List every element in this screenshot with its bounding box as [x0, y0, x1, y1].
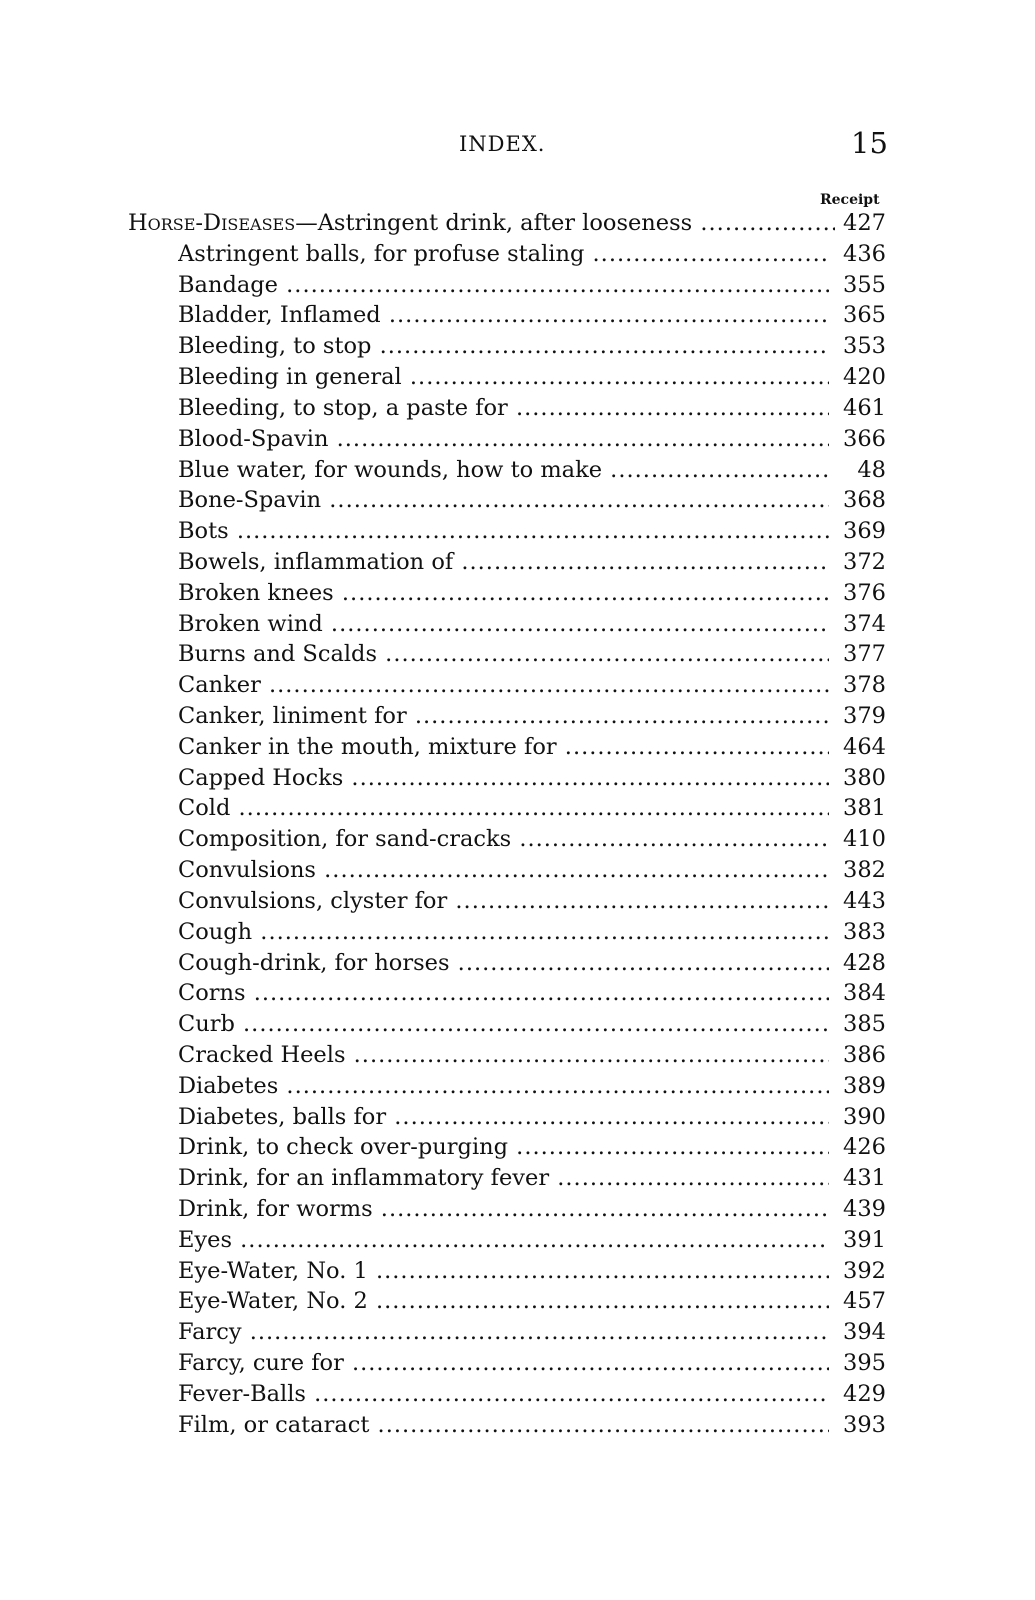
receipt-number: 394	[843, 1319, 886, 1346]
receipt-number: 365	[843, 302, 886, 329]
index-entry	[0, 886, 1035, 917]
receipt-number: 390	[843, 1103, 886, 1130]
index-entry-text	[128, 208, 835, 238]
index-entry-text	[178, 300, 829, 330]
receipt-number: 426	[843, 1134, 886, 1161]
index-entry	[0, 239, 1035, 270]
index-entry-label: Composition, for sand-cracks	[178, 826, 512, 853]
index-entry-label: Bots	[178, 518, 229, 545]
index-entry-label: Film, or cataract	[178, 1411, 370, 1438]
index-entry	[0, 1009, 1035, 1040]
index-entry-text	[178, 793, 829, 823]
index-entry-text	[178, 978, 829, 1008]
index-entry	[0, 732, 1035, 763]
index-entry-text	[178, 763, 829, 793]
receipt-number: 378	[843, 672, 886, 699]
receipt-number: 391	[843, 1226, 886, 1253]
index-entry-label: Bleeding in general	[178, 364, 402, 391]
index-entry	[0, 578, 1035, 609]
index-entry	[0, 485, 1035, 516]
receipt-number: 383	[843, 918, 886, 945]
index-entry	[0, 1194, 1035, 1225]
index-entry-label: Diabetes, balls for	[178, 1103, 387, 1130]
receipt-number: 381	[843, 795, 886, 822]
receipt-number: 443	[843, 887, 886, 914]
index-entry-text	[178, 1225, 829, 1255]
index-entry	[0, 424, 1035, 455]
index-entry-text	[178, 331, 829, 361]
index-entry	[0, 978, 1035, 1009]
index-entry-text	[178, 701, 829, 731]
index-entry-label: Convulsions, clyster for	[178, 887, 448, 914]
index-entry	[0, 1040, 1035, 1071]
index-entry-text	[178, 917, 829, 947]
index-entry	[0, 670, 1035, 701]
index-entry	[0, 393, 1035, 424]
index-entry-text	[178, 1286, 829, 1316]
index-entry	[0, 1379, 1035, 1410]
receipt-column-header: Receipt	[820, 192, 880, 208]
index-entry-label: Bandage	[178, 271, 278, 298]
index-entry-label: Bleeding, to stop, a paste for	[178, 394, 508, 421]
index-entry-text	[178, 886, 829, 916]
index-entry-label: Bone-Spavin	[178, 487, 322, 514]
index-entry	[0, 208, 1035, 239]
running-title: INDEX.	[459, 132, 546, 156]
index-entry-text	[178, 455, 829, 485]
receipt-number: 428	[843, 949, 886, 976]
index-entry-label: Bladder, Inflamed	[178, 302, 381, 329]
index-entry-label: Farcy	[178, 1319, 242, 1346]
index-entry	[0, 824, 1035, 855]
index-entry-label: Burns and Scalds	[178, 641, 378, 668]
index-entry-text	[178, 1194, 829, 1224]
index-entry	[0, 609, 1035, 640]
index-entry-text	[178, 393, 829, 423]
receipt-number: 386	[843, 1041, 886, 1068]
receipt-number: 355	[843, 271, 886, 298]
index-entry-label: Diabetes	[178, 1072, 279, 1099]
index-entry-text	[178, 824, 829, 854]
index-entry-label: Canker, liniment for	[178, 703, 407, 729]
index-entry-label: Bleeding, to stop	[178, 333, 372, 360]
category-dash: —	[295, 210, 318, 236]
index-entry-text	[178, 1040, 829, 1070]
receipt-number: 427	[843, 210, 886, 236]
index-entry-label: Cough	[178, 918, 253, 945]
receipt-number: 384	[843, 980, 886, 1007]
index-entry	[0, 1256, 1035, 1287]
index-entry	[0, 1286, 1035, 1317]
index-entry-text	[178, 1348, 829, 1378]
index-entry-label: Astringent balls, for profuse staling	[178, 240, 585, 267]
index-entry-text	[178, 1163, 829, 1193]
index-entry-label: Curb	[178, 1011, 235, 1038]
index-entry-list	[0, 208, 1035, 1441]
index-entry-text	[178, 1256, 829, 1286]
receipt-number: 464	[843, 733, 886, 760]
receipt-number: 48	[857, 456, 886, 483]
receipt-number: 385	[843, 1011, 886, 1038]
receipt-number: 431	[843, 1165, 886, 1192]
index-entry-text	[178, 1317, 829, 1347]
index-entry	[0, 1132, 1035, 1163]
index-entry-text	[178, 609, 829, 639]
index-entry	[0, 300, 1035, 331]
index-entry-text	[178, 424, 829, 454]
index-entry-text	[178, 732, 829, 762]
index-entry-text	[178, 1132, 829, 1162]
index-entry-label: Capped Hocks	[178, 764, 344, 791]
index-entry-text	[178, 362, 829, 392]
index-entry	[0, 948, 1035, 979]
index-entry	[0, 362, 1035, 393]
index-entry-text	[178, 1102, 829, 1132]
index-entry-label: Drink, for worms	[178, 1196, 373, 1222]
index-entry	[0, 1225, 1035, 1256]
index-entry-text	[178, 1009, 829, 1039]
receipt-number: 429	[843, 1380, 886, 1407]
receipt-number: 389	[843, 1072, 886, 1099]
index-entry	[0, 1348, 1035, 1379]
index-entry-label: Eye-Water, No. 1	[178, 1257, 368, 1284]
receipt-number: 377	[843, 641, 886, 668]
receipt-number: 420	[843, 364, 886, 391]
index-entry-label: Blood-Spavin	[178, 425, 329, 452]
index-entry-label: Broken knees	[178, 579, 334, 606]
receipt-number: 379	[843, 703, 886, 729]
receipt-number: 372	[843, 548, 886, 575]
index-entry-text	[178, 1410, 829, 1440]
receipt-number: 457	[843, 1288, 886, 1315]
receipt-number: 410	[843, 826, 886, 853]
index-entry-label: Canker	[178, 672, 261, 699]
page-number: 15	[851, 126, 888, 160]
receipt-number: 369	[843, 518, 886, 545]
receipt-number: 436	[843, 240, 886, 267]
index-entry-text	[178, 670, 829, 700]
index-entry-label: Cough-drink, for horses	[178, 949, 450, 976]
index-entry	[0, 763, 1035, 794]
receipt-number: 380	[843, 764, 886, 791]
index-entry-label: Fever-Balls	[178, 1380, 306, 1407]
receipt-number: 376	[843, 579, 886, 606]
index-entry-label: Drink, for an inflammatory fever	[178, 1165, 550, 1192]
index-entry-label: Farcy, cure for	[178, 1350, 344, 1377]
index-entry	[0, 1163, 1035, 1194]
index-entry-label: Astringent drink, after looseness	[317, 210, 693, 236]
index-entry	[0, 270, 1035, 301]
index-entry	[0, 1317, 1035, 1348]
receipt-number: 395	[843, 1350, 886, 1377]
index-entry-label: Drink, to check over-purging	[178, 1134, 509, 1161]
index-entry-label: Bowels, inflammation of	[178, 548, 454, 575]
index-entry	[0, 855, 1035, 886]
index-entry-label: Cold	[178, 795, 231, 822]
receipt-number: 392	[843, 1257, 886, 1284]
index-entry-text	[178, 270, 829, 300]
index-entry-text	[178, 948, 829, 978]
receipt-number: 368	[843, 487, 886, 514]
receipt-number: 439	[843, 1196, 886, 1222]
index-entry-label: Cracked Heels	[178, 1041, 346, 1068]
index-entry	[0, 331, 1035, 362]
index-entry-text	[178, 855, 829, 885]
index-entry-text	[178, 239, 829, 269]
index-entry	[0, 793, 1035, 824]
index-entry	[0, 701, 1035, 732]
index-entry	[0, 1071, 1035, 1102]
index-entry-label: Corns	[178, 980, 246, 1007]
index-entry-text	[178, 485, 829, 515]
receipt-number: 366	[843, 425, 886, 452]
index-entry-label: Canker in the mouth, mixture for	[178, 733, 557, 760]
index-entry-label: Convulsions	[178, 857, 316, 884]
index-entry-label: Eyes	[178, 1226, 232, 1253]
index-entry-text	[178, 547, 829, 577]
index-entry	[0, 1410, 1035, 1441]
receipt-number: 382	[843, 857, 886, 884]
index-entry	[0, 917, 1035, 948]
index-entry-label: Blue water, for wounds, how to make	[178, 456, 603, 483]
index-entry	[0, 639, 1035, 670]
index-entry-text	[178, 516, 829, 546]
receipt-number: 461	[843, 394, 886, 421]
receipt-number: 353	[843, 333, 886, 360]
receipt-number: 393	[843, 1411, 886, 1438]
index-entry-label: Broken wind	[178, 610, 323, 637]
index-entry	[0, 547, 1035, 578]
index-entry	[0, 455, 1035, 486]
receipt-number: 374	[843, 610, 886, 637]
index-entry-text	[178, 1071, 829, 1101]
index-entry	[0, 516, 1035, 547]
index-category-heading: Horse-Diseases	[128, 210, 296, 236]
index-entry-text	[178, 578, 829, 608]
index-entry-label: Eye-Water, No. 2	[178, 1288, 368, 1315]
index-entry-text	[178, 639, 829, 669]
index-entry	[0, 1102, 1035, 1133]
index-entry-text	[178, 1379, 829, 1409]
